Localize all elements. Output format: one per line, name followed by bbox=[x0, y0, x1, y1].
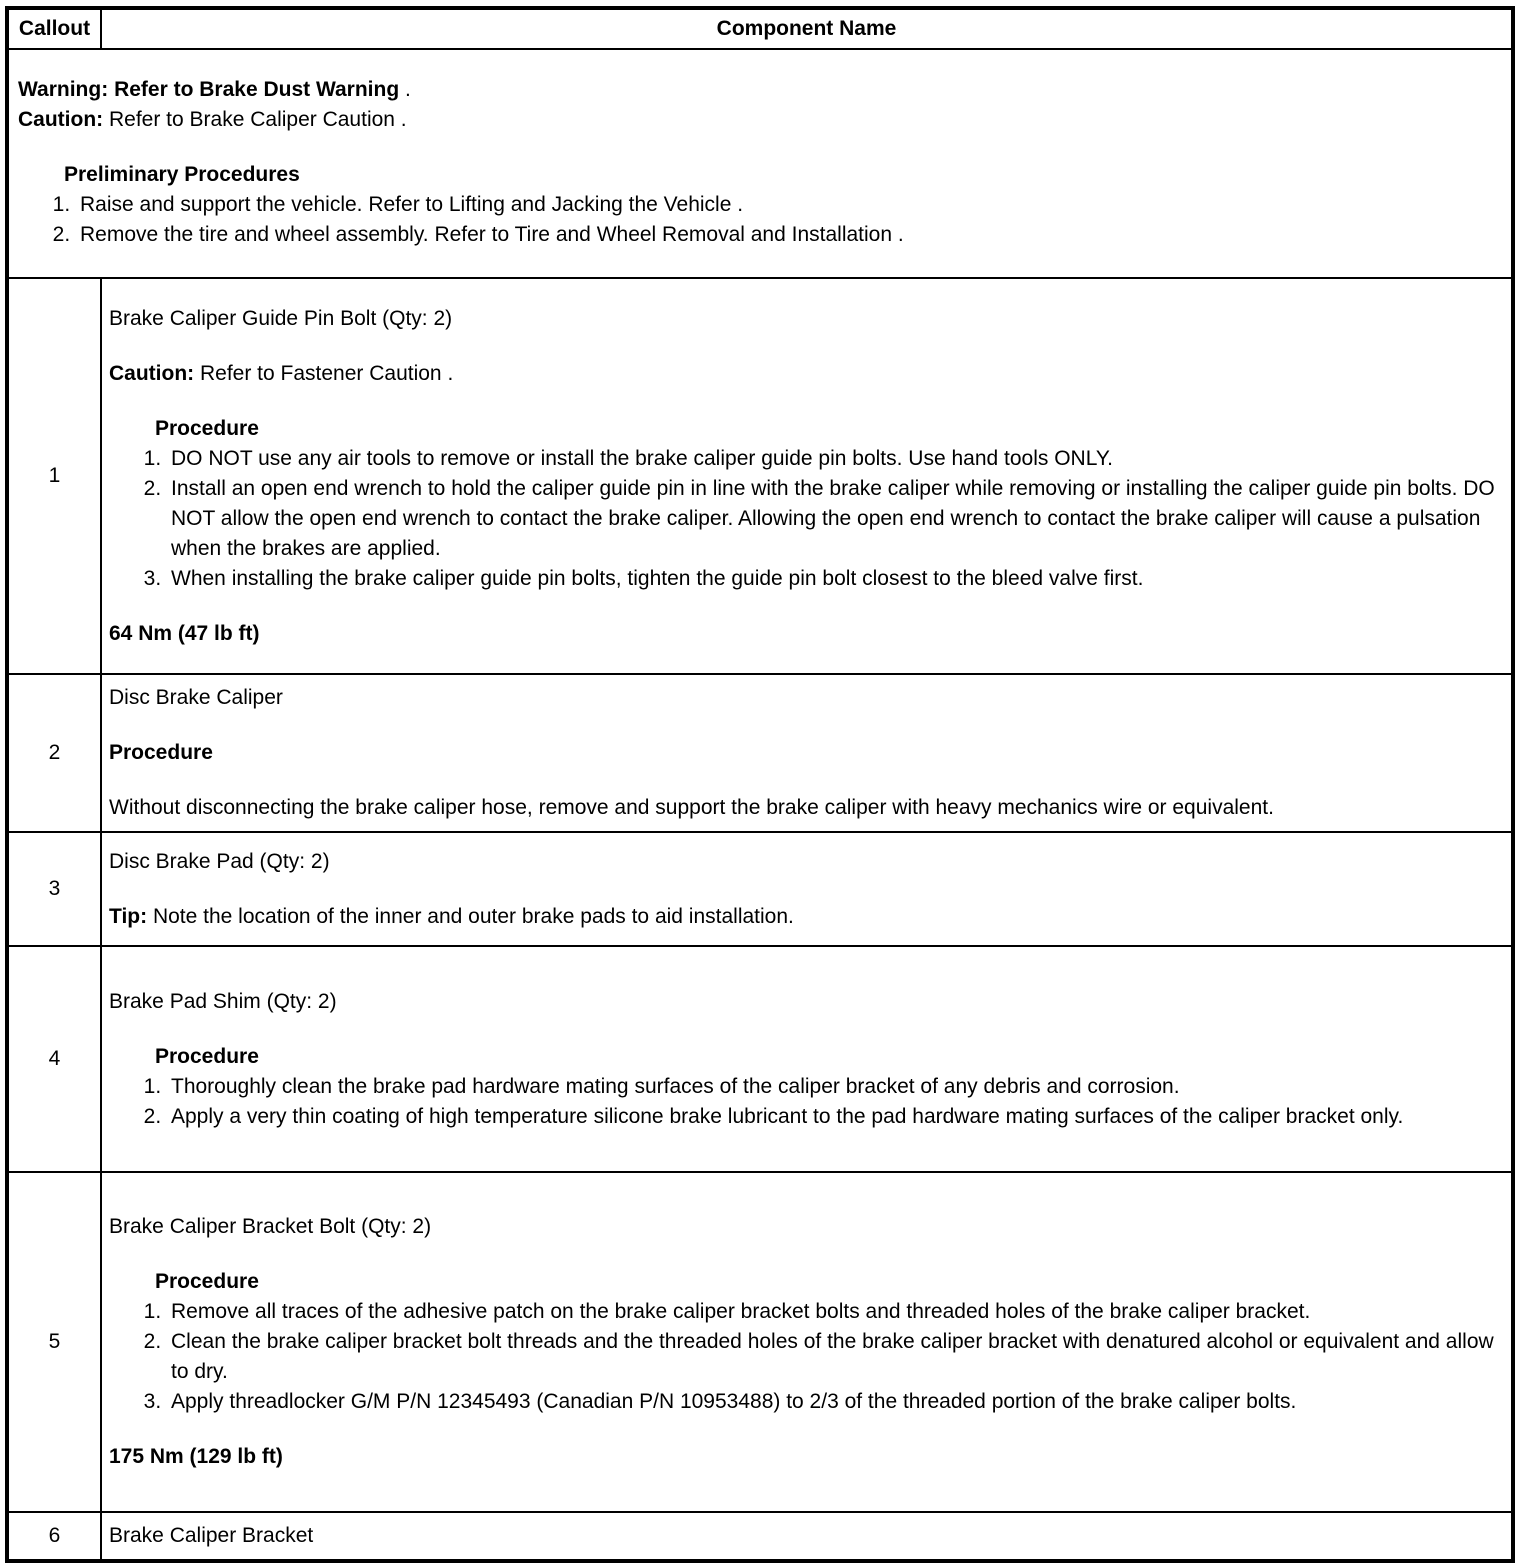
component-title: Disc Brake Pad (Qty: 2) bbox=[109, 849, 330, 873]
table-row bbox=[7, 1172, 1513, 1512]
tip-line bbox=[109, 902, 1501, 932]
procedure-step: 1. Thoroughly clean the brake pad hardware mating surfaces of the caliper bracket of any debris and corrosion. bbox=[167, 1072, 1501, 1102]
procedure-heading: Procedure bbox=[155, 416, 259, 440]
component-cell bbox=[101, 832, 1513, 946]
procedure-step: 1. Remove all traces of the adhesive patch on the brake caliper bracket bolts and threaded holes of the brake caliper bracket. bbox=[167, 1297, 1501, 1327]
procedure-steps-list bbox=[109, 444, 1501, 594]
procedure-heading: Procedure bbox=[109, 741, 213, 764]
tip-label: Tip: bbox=[109, 904, 148, 928]
procedure-heading: Procedure bbox=[155, 1044, 259, 1068]
tip-text: Note the location of the inner and outer brake pads to aid installation. bbox=[147, 904, 794, 928]
procedure-step: 3. When installing the brake caliper guide pin bolts, tighten the guide pin bolt closest to the bleed valve first. bbox=[167, 564, 1501, 594]
callout-cell: 2 bbox=[7, 674, 101, 832]
component-title: Brake Caliper Bracket bbox=[109, 1524, 314, 1547]
torque-spec: 64 Nm (47 lb ft) bbox=[109, 621, 260, 645]
preamble-row bbox=[7, 49, 1513, 278]
preliminary-procedures-heading: Preliminary Procedures bbox=[64, 163, 300, 186]
procedure-steps-list bbox=[109, 1072, 1501, 1132]
caution-line bbox=[109, 359, 1501, 389]
callout-cell: 3 bbox=[7, 832, 101, 946]
component-title: Disc Brake Caliper bbox=[109, 686, 283, 709]
preliminary-step: 2. Remove the tire and wheel assembly. Refer to Tire and Wheel Removal and Installation . bbox=[76, 220, 1501, 250]
warning-line bbox=[18, 75, 1501, 105]
procedure-step: 2. Apply a very thin coating of high temperature silicone brake lubricant to the pad hardware mating surfaces of the caliper bracket only. bbox=[167, 1102, 1501, 1132]
torque-spec: 175 Nm (129 lb ft) bbox=[109, 1445, 283, 1468]
warning-label: Warning: bbox=[18, 78, 109, 101]
component-title: Brake Caliper Guide Pin Bolt (Qty: 2) bbox=[109, 306, 453, 330]
caution-line bbox=[18, 105, 1501, 135]
table-row bbox=[7, 832, 1513, 946]
procedure-step: 3. Apply threadlocker G/M P/N 12345493 (Canadian P/N 10953488) to 2/3 of the threaded portion of the brake caliper bolts. bbox=[167, 1387, 1501, 1417]
warning-suffix: . bbox=[399, 78, 411, 101]
procedure-steps-list bbox=[109, 1297, 1501, 1417]
table-row bbox=[7, 278, 1513, 674]
callout-cell: 4 bbox=[7, 946, 101, 1172]
callout-cell: 1 bbox=[7, 278, 101, 674]
component-cell bbox=[101, 674, 1513, 832]
table-row bbox=[7, 1512, 1513, 1561]
warning-link: Refer to Brake Dust Warning bbox=[114, 78, 400, 101]
caution-link: Refer to Brake Caliper Caution . bbox=[103, 108, 407, 131]
component-table bbox=[5, 6, 1515, 1563]
component-title: Brake Pad Shim (Qty: 2) bbox=[109, 989, 337, 1013]
table-header-row bbox=[7, 8, 1513, 49]
component-cell bbox=[101, 1172, 1513, 1512]
caution-label: Caution: bbox=[109, 361, 195, 385]
procedure-step: 2. Clean the brake caliper bracket bolt threads and the threaded holes of the brake caliper bracket with denatured alcohol or equivalent and allow to dry. bbox=[167, 1327, 1501, 1387]
procedure-step: 2. Install an open end wrench to hold the caliper guide pin in line with the brake caliper while removing or installing the caliper guide pin bolts. DO NOT allow the open end wrench to contact the brake caliper. Allowing the open end wrench to contact the brake caliper will cause a pulsation when the brakes are applied. bbox=[167, 474, 1501, 564]
component-name-column-header: Component Name bbox=[101, 8, 1513, 49]
callout-column-header: Callout bbox=[7, 8, 101, 49]
table-row bbox=[7, 946, 1513, 1172]
preamble-cell bbox=[7, 49, 1513, 278]
procedure-heading: Procedure bbox=[155, 1270, 259, 1293]
component-cell bbox=[101, 946, 1513, 1172]
callout-cell: 6 bbox=[7, 1512, 101, 1561]
procedure-body: Without disconnecting the brake caliper hose, remove and support the brake caliper with heavy mechanics wire or equivalent. bbox=[109, 796, 1274, 819]
callout-cell: 5 bbox=[7, 1172, 101, 1512]
procedure-step: 1. DO NOT use any air tools to remove or install the brake caliper guide pin bolts. Use hand tools ONLY. bbox=[167, 444, 1501, 474]
caution-link: Refer to Fastener Caution . bbox=[194, 361, 454, 385]
component-cell bbox=[101, 278, 1513, 674]
component-title: Brake Caliper Bracket Bolt (Qty: 2) bbox=[109, 1215, 432, 1238]
warning-caution-block bbox=[18, 75, 1501, 135]
table-row bbox=[7, 674, 1513, 832]
preliminary-steps-list bbox=[18, 190, 1501, 250]
component-cell bbox=[101, 1512, 1513, 1561]
caution-label: Caution: bbox=[18, 108, 104, 131]
preliminary-step: 1. Raise and support the vehicle. Refer to Lifting and Jacking the Vehicle . bbox=[76, 190, 1501, 220]
